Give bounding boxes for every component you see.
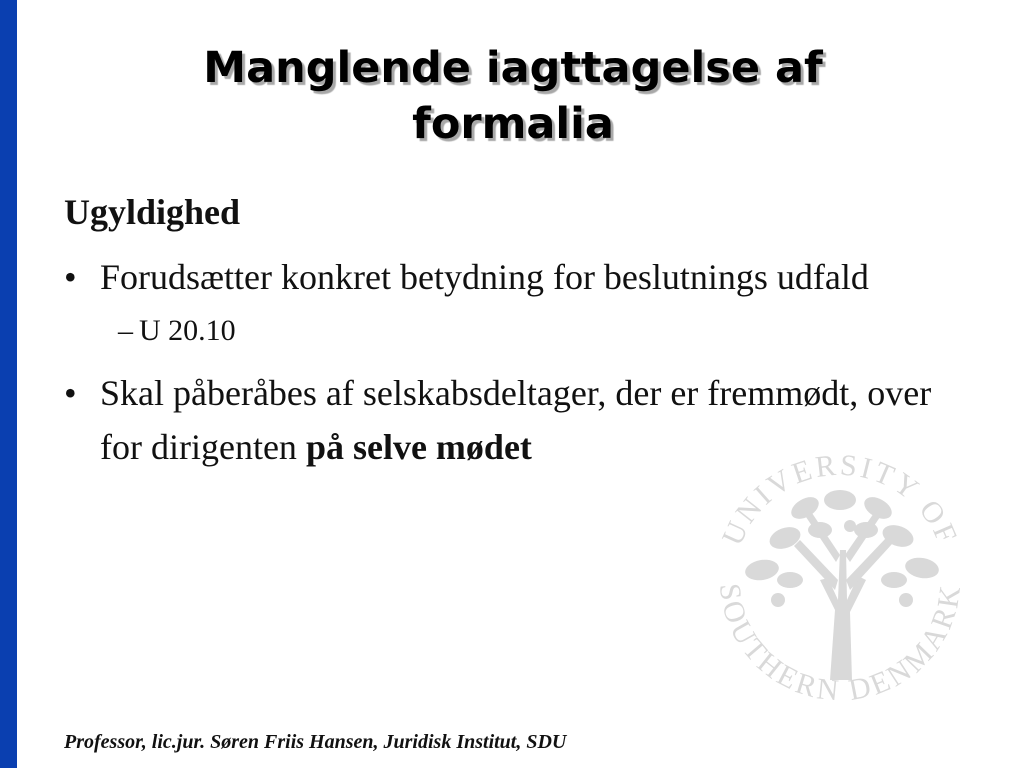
section-heading: Ugyldighed [64, 192, 241, 232]
sub-bullet-text: U 20.10 [139, 314, 236, 347]
slide-title [40, 40, 986, 152]
side-accent-bar [0, 0, 17, 768]
bullet-marker: • [64, 373, 77, 413]
bullet-item [64, 366, 964, 474]
svg-text:SOUTHERN DENMARK: SOUTHERN DENMARK [712, 581, 968, 708]
sub-bullet-item [64, 310, 964, 352]
slide-body [64, 188, 964, 474]
bullet-marker: • [64, 257, 77, 297]
bullet-text: Skal påberåbes af selskabsdeltager, der er fremmødt, over for dirigenten [100, 373, 932, 467]
university-tree-seal-icon [690, 430, 990, 730]
slide-footer: Professor, lic.jur. Søren Friis Hansen, Juridisk Institut, SDU [64, 731, 567, 753]
bullet-emphasis: på selve mødet [305, 427, 532, 467]
watermark-text: UNIVERSITY OF [715, 448, 965, 551]
bullet-item [64, 250, 964, 304]
slide-title-line-1: Manglende iagttagelse af [203, 43, 823, 93]
bullet-text: Forudsætter konkret betydning for beslutnings udfald [100, 257, 869, 297]
sub-bullet-marker: – [118, 314, 133, 347]
slide-title-line-2: formalia [412, 99, 614, 149]
